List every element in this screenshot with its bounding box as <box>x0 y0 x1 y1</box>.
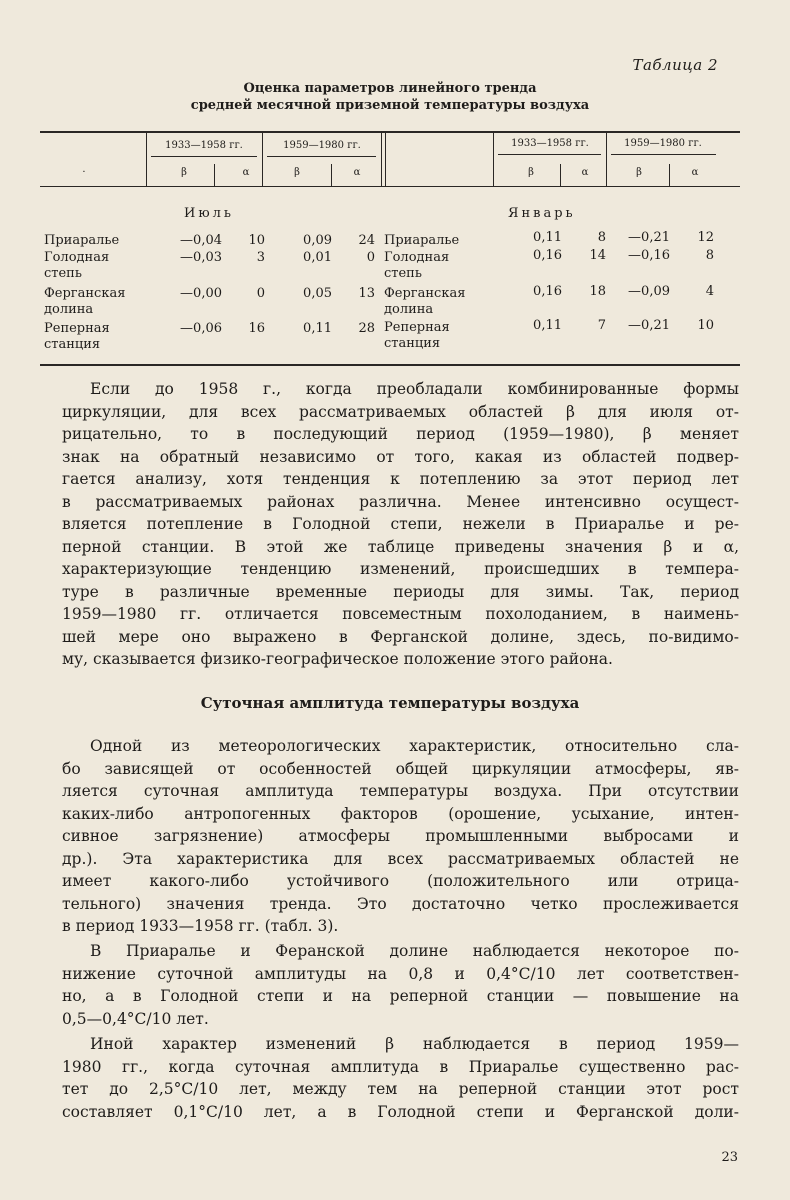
alpha-header: α <box>242 167 250 178</box>
alpha-header: α <box>581 167 589 178</box>
period-underline <box>611 154 716 155</box>
header-divider <box>381 131 382 186</box>
table-top-rule <box>40 131 740 133</box>
period-header: 1959—1980 гг. <box>624 138 702 149</box>
paragraph-1: Если до 1958 г., когда преобладали комбинированные формы циркуляции, для всех рассматриваемых областей β для июля от- рицательно, то в последующий период (1959—1980), β меняет знак на обратный независимо от того, какая из областей подвер- гается анализу, хотя тенденция к потеплению за этот период лет в рассматриваемых районах различна. Менее интенсивно осущест- вляется потепление в Голодной степи, нежели в Приаралье и ре- перной станции. В этой же таблице приведены значения β и α, характеризующие тенденцию изменений, происшедших в темпера- туре в различные временные периоды для зимы. Так, период 1959—1980 гг. отличается повсеместным похолоданием, в наимень- шей мере оно выражено в Ферганской долине, здесь, по-видимо- му, сказывается физико-географическое положение этого района. <box>62 380 739 668</box>
book-page: Таблица 2 Оценка параметров линейного тренда средней месячной приземной температуры воздуха 1933—1958 гг. 1959—1980 гг. 1933—1958 гг. 1959—1980 гг. β α β α β α β α · Июль Январь Приаралье —0,04 10 0,09 24 Голодная степь —0,03 3 0,01 0 Ферганская долина —0,00 0 0,05 13 Реперная станция —0,06 16 0,11 28 Приаралье 0,11 8 —0,21 12 Голодная степь 0,16 14 —0,16 8 Ферганская долина 0,16 18 —0,09 4 Реперная станция 0,11 7 —0,21 10 Если до 1958 г., когда преобладали комбинированные формы циркуляции, для всех рассматриваемых областей β для июля от- рицательно, то в последующий период (1959—1980), β меняет знак на обратный независимо от того, какая из областей подвер- гается анализу, хотя тенденция к потеплению за этот период лет в рассматриваемых районах различна. Менее интенсивно осущест- вляется потепление в Голодной степи, нежели в Приаралье и ре- перной станции. В этой же таблице приведены значения β и α, характеризующие тенденцию изменений, происшедших в темпера- туре в различные временные периоды для зимы. Так, период 1959—1980 гг. отличается повсеместным похолоданием, в наимень- шей мере оно выражено в Ферганской долине, здесь, по-видимо- му, сказывается физико-географическое положение этого района. Суточная амплитуда температуры воздуха Одной из метеорологических характеристик, относительно сла- бо зависящей от особенностей общей циркуляции атмосферы, яв- ляется суточная амплитуда температуры воздуха. При отсутствии каких-либо антропогенных факторов (орошение, усыхание, интен- сивное загрязнение) атмосферы промышленными выбросами и др.). Эта характеристика для всех рассматриваемых областей не имеет какого-либо устойчивого (положительного или отрица- тельного) значения тренда. Это достаточно четко прослеживается в период 1933—1958 гг. (табл. 3). В Приаралье и Феранской долине наблюдается некоторое по- нижение суточной амплитуды на 0,8 и 0,4°С/10 лет соответствен- но, а в Голодной степи и на реперной станции — повышение на 0,5—0,4°С/10 лет. Иной характер изменений β наблюдается в период 1959— 1980 гг., когда суточная амплитуда в Приаралье существенно рас- тет до 2,5°С/10 лет, между тем на реперной станции этот рост составляет 0,1°С/10 лет, а в Голодной степи и Ферганской доли- 23 <box>0 0 790 1200</box>
caption-line-1: Оценка параметров линейного тренда <box>243 81 537 96</box>
header-divider <box>493 131 494 186</box>
alpha-header: α <box>353 167 361 178</box>
sub-divider <box>560 164 561 186</box>
header-divider <box>262 131 263 186</box>
page-number: 23 <box>721 1150 738 1165</box>
section-heading: Суточная амплитуда температуры воздуха <box>200 694 580 712</box>
paragraph-3: В Приаралье и Феранской долине наблюдается некоторое по- нижение суточной амплитуды на 0,8 и 0,4°С/10 лет соответствен- но, а в Голодной степи и на реперной станции — повышение на 0,5—0,4°С/10 лет. <box>62 942 739 1028</box>
stub-mark: · <box>82 167 86 178</box>
beta-header: β <box>294 167 300 178</box>
table-bottom-rule <box>40 364 740 366</box>
beta-header: β <box>181 167 187 178</box>
sub-divider <box>214 164 215 186</box>
paragraph-4: Иной характер изменений β наблюдается в период 1959— 1980 гг., когда суточная амплитуда в Приаралье существенно рас- тет до 2,5°С/10 лет, между тем на реперной станции этот рост составляет 0,1°С/10 лет, а в Голодной степи и Ферганской доли- <box>62 1035 739 1121</box>
period-header: 1933—1958 гг. <box>165 140 243 151</box>
table-caption <box>40 80 740 114</box>
beta-header: β <box>528 167 534 178</box>
header-divider <box>385 131 386 186</box>
period-underline <box>151 156 257 157</box>
month-july: Июль <box>184 206 234 221</box>
table-number: Таблица 2 <box>632 56 718 74</box>
month-january: Январь <box>508 206 576 221</box>
period-underline <box>498 154 601 155</box>
caption-line-2: средней месячной приземной температуры воздуха <box>190 98 590 113</box>
period-underline <box>267 156 376 157</box>
beta-header: β <box>636 167 642 178</box>
paragraph-2: Одной из метеорологических характеристик, относительно сла- бо зависящей от особенностей общей циркуляции атмосферы, яв- ляется суточная амплитуда температуры воздуха. При отсутствии каких-либо антропогенных факторов (орошение, усыхание, интен- сивное загрязнение) атмосферы промышленными выбросами и др.). Эта характеристика для всех рассматриваемых областей не имеет какого-либо устойчивого (положительного или отрица- тельного) значения тренда. Это достаточно четко прослеживается в период 1933—1958 гг. (табл. 3). <box>62 737 739 935</box>
header-divider <box>606 131 607 186</box>
period-header: 1959—1980 гг. <box>283 140 361 151</box>
sub-divider <box>669 164 670 186</box>
header-bottom-rule <box>40 186 740 187</box>
sub-divider <box>331 164 332 186</box>
alpha-header: α <box>691 167 699 178</box>
period-header: 1933—1958 гг. <box>511 138 589 149</box>
header-divider <box>146 131 147 186</box>
